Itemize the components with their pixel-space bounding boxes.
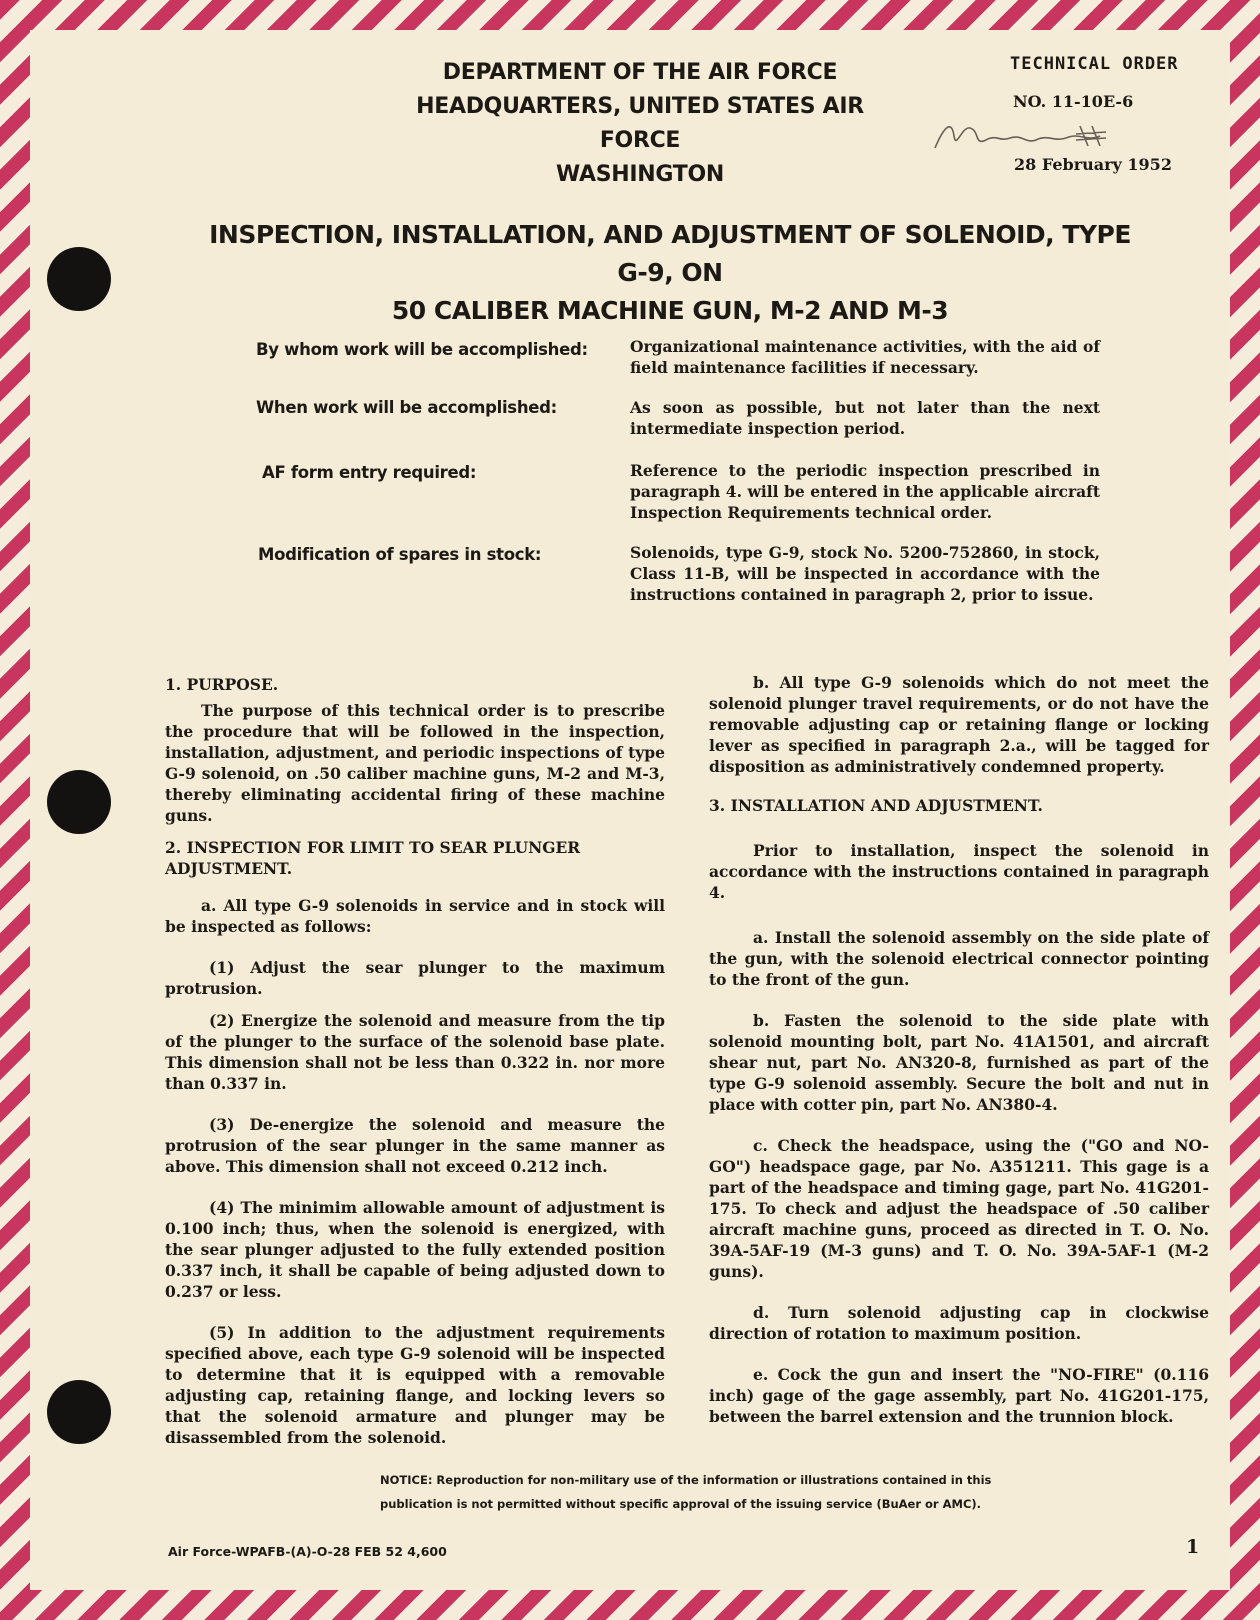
right-column <box>709 672 1209 1438</box>
section-heading: 2. INSPECTION FOR LIMIT TO SEAR PLUNGER ADJUSTMENT. <box>165 838 581 878</box>
printer-imprint: Air Force-WPAFB-(A)-O-28 FEB 52 4,600 <box>168 1544 447 1559</box>
title-line-1: INSPECTION, INSTALLATION, AND ADJUSTMENT OF SOLENOID, TYPE G-9, ON <box>209 220 1131 287</box>
technical-order-title: TECHNICAL ORDER <box>1010 54 1179 74</box>
requirement-text: As soon as possible, but not later than the next intermediate inspection period. <box>630 398 1100 438</box>
technical-order-number: NO. 11-10E-6 <box>1013 92 1134 111</box>
requirement-label: When work will be accomplished: <box>256 398 557 417</box>
requirement-label: AF form entry required: <box>262 463 477 482</box>
notice-line-1: NOTICE: Reproduction for non-military use of the information or illustrations contained in this <box>380 1473 992 1487</box>
paragraph: The purpose of this technical order is to prescribe the procedure that will be followed in the inspection, installation, adjustment, and periodic inspections of type G-9 solenoid, on .50 caliber machine guns, M-2 and M-3, thereby eliminating accidental firing of these machine guns. <box>165 701 665 825</box>
title-line-2: 50 CALIBER MACHINE GUN, M-2 AND M-3 <box>391 296 949 325</box>
paragraph: (3) De-energize the solenoid and measure the protrusion of the sear plunger in the same manner as above. This dimension shall not exceed 0.212 inch. <box>165 1115 665 1176</box>
paragraph: (2) Energize the solenoid and measure from the tip of the plunger to the surface of the solenoid base plate. This dimension shall not be less than 0.322 in. nor more than 0.337 in. <box>165 1011 665 1093</box>
requirement-text: Solenoids, type G-9, stock No. 5200-752860, in stock, Class 11-B, will be inspected in accordance with the instructions contained in paragraph 2, prior to issue. <box>630 543 1100 604</box>
paragraph: e. Cock the gun and insert the "NO-FIRE" (0.116 inch) gage of the gage assembly, part No. 41G201-175, between the barrel extension and the trunnion block. <box>709 1365 1209 1426</box>
punch-hole <box>47 1380 111 1444</box>
department-line: DEPARTMENT OF THE AIR FORCE <box>442 60 838 85</box>
city-line: WASHINGTON <box>556 162 724 187</box>
left-column <box>165 674 665 1459</box>
paragraph: (5) In addition to the adjustment requirements specified above, each type G-9 solenoid will be inspected to determine that it is equipped with a removable adjusting cap, retaining flange, and locking levers so that the solenoid armature and plunger may be disassembled from the solenoid. <box>165 1323 665 1447</box>
paragraph: d. Turn solenoid adjusting cap in clockwise direction of rotation to maximum position. <box>709 1303 1209 1343</box>
paragraph: Prior to installation, inspect the solenoid in accordance with the instructions contained in paragraph 4. <box>709 841 1209 902</box>
reproduction-notice <box>380 1468 1000 1516</box>
requirement-label: By whom work will be accomplished: <box>256 340 588 359</box>
paragraph: b. Fasten the solenoid to the side plate with solenoid mounting bolt, part No. 41A1501, and aircraft shear nut, part No. AN320-8, furnished as part of the type G-9 solenoid assembly. Secure the bolt and nut in place with cotter pin, part No. AN380-4. <box>709 1011 1209 1114</box>
section-heading: 1. PURPOSE. <box>165 675 279 694</box>
paragraph: b. All type G-9 solenoids which do not meet the solenoid plunger travel requirements, or do not have the removable adjusting cap or retaining flange or locking lever as specified in paragraph 2.a., will be tagged for disposition as administratively condemned property. <box>709 673 1209 776</box>
page-number: 1 <box>1186 1536 1200 1558</box>
requirement-text: Organizational maintenance activities, with the aid of field maintenance facilities if necessary. <box>630 337 1100 377</box>
paragraph: c. Check the headspace, using the ("GO and NO-GO") headspace gage, par No. A351211. This gage is a part of the headspace and timing gage, part No. 41G201-175. To check and adjust the headspace of .50 caliber aircraft machine guns, proceed as directed in T. O. No. 39A-5AF-19 (M-3 guns) and T. O. No. 39A-5AF-1 (M-2 guns). <box>709 1136 1209 1281</box>
paragraph: (4) The minimim allowable amount of adjustment is 0.100 inch; thus, when the solenoid is energized, with the sear plunger adjusted to the fully extended position 0.337 inch, it shall be capable of being adjusted down to 0.237 or less. <box>165 1198 665 1301</box>
requirement-label: Modification of spares in stock: <box>258 545 542 564</box>
paragraph: (1) Adjust the sear plunger to the maximum protrusion. <box>165 958 665 998</box>
punch-hole <box>47 770 111 834</box>
requirement-text: Reference to the periodic inspection prescribed in paragraph 4. will be entered in the applicable aircraft Inspection Requirements technical order. <box>630 461 1100 522</box>
issue-date: 28 February 1952 <box>1014 155 1172 174</box>
punch-hole <box>47 247 111 311</box>
handwritten-annotation <box>930 116 1140 156</box>
notice-line-2: publication is not permitted without specific approval of the issuing service (BuAer or AMC). <box>380 1497 982 1511</box>
technical-order-label <box>1010 54 1179 74</box>
department-heading <box>400 56 880 192</box>
section-heading: 3. INSTALLATION AND ADJUSTMENT. <box>709 796 1043 815</box>
headquarters-line: HEADQUARTERS, UNITED STATES AIR FORCE <box>416 94 864 153</box>
document-title <box>205 216 1135 330</box>
paragraph: a. Install the solenoid assembly on the side plate of the gun, with the solenoid electrical connector pointing to the front of the gun. <box>709 928 1209 989</box>
paragraph: a. All type G-9 solenoids in service and in stock will be inspected as follows: <box>165 896 665 936</box>
